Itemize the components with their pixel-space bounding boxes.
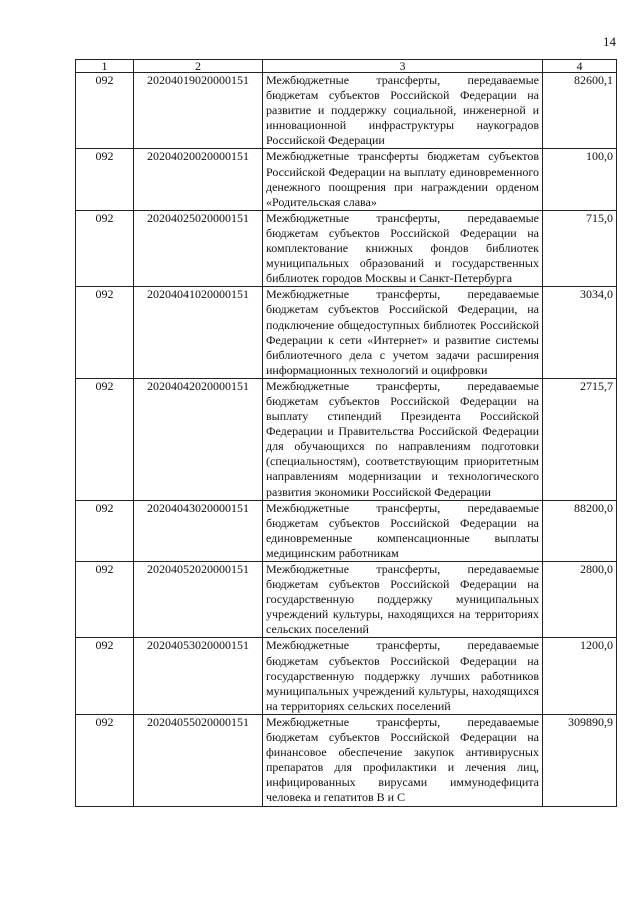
description-cell: Межбюджетные трансферты, передаваемые бюджетам субъектов Российской Федерации на развитие и поддержку социальной, инженерной и инновационной инфраструктуры наукоградов Российской Федерации xyxy=(263,73,543,149)
table-header-row xyxy=(76,60,617,73)
table-row xyxy=(76,714,617,806)
table-row xyxy=(76,638,617,714)
amount-cell: 100,0 xyxy=(543,149,617,210)
table-row xyxy=(76,210,617,286)
amount-cell: 309890,9 xyxy=(543,714,617,806)
admin-code-cell: 092 xyxy=(76,149,134,210)
table-row xyxy=(76,73,617,149)
budget-code-cell: 20204025020000151 xyxy=(134,210,263,286)
description-cell: Межбюджетные трансферты, передаваемые бюджетам субъектов Российской Федерации, на подключение общедоступных библиотек Российской Федерации к сети «Интернет» и развитие системы библиотечного дела с учетом задачи расширения информационных технологий и оцифровки xyxy=(263,287,543,379)
budget-code-cell: 20204020020000151 xyxy=(134,149,263,210)
budget-code-cell: 20204052020000151 xyxy=(134,562,263,638)
table-row xyxy=(76,149,617,210)
admin-code-cell: 092 xyxy=(76,287,134,379)
budget-code-cell: 20204041020000151 xyxy=(134,287,263,379)
description-cell: Межбюджетные трансферты, передаваемые бюджетам субъектов Российской Федерации на комплектование книжных фондов библиотек муниципальных образований и государственных библиотек городов Москвы и Санкт-Петербурга xyxy=(263,210,543,286)
budget-code-cell: 20204053020000151 xyxy=(134,638,263,714)
admin-code-cell: 092 xyxy=(76,210,134,286)
description-cell: Межбюджетные трансферты, передаваемые бюджетам субъектов Российской Федерации на выплату стипендий Президента Российской Федерации и Правительства Российской Федерации для обучающихся по направлениям подготовки (специальностям), соответствующим приоритетным направлениям модернизации и технологического развития экономики Российской Федерации xyxy=(263,378,543,500)
budget-code-cell: 20204019020000151 xyxy=(134,73,263,149)
amount-cell: 715,0 xyxy=(543,210,617,286)
budget-code-cell: 20204043020000151 xyxy=(134,500,263,561)
amount-cell: 2715,7 xyxy=(543,378,617,500)
column-header-4: 4 xyxy=(543,60,617,73)
table-row xyxy=(76,287,617,379)
description-cell: Межбюджетные трансферты, передаваемые бюджетам субъектов Российской Федерации на государственную поддержку муниципальных учреждений культуры, находящихся на территориях сельских поселений xyxy=(263,562,543,638)
table-row xyxy=(76,562,617,638)
column-header-3: 3 xyxy=(263,60,543,73)
description-cell: Межбюджетные трансферты, передаваемые бюджетам субъектов Российской Федерации на финансовое обеспечение закупок антивирусных препаратов для профилактики и лечения лиц, инфицированных вирусами иммунодефицита человека и гепатитов В и С xyxy=(263,714,543,806)
table-row xyxy=(76,500,617,561)
budget-code-cell: 20204042020000151 xyxy=(134,378,263,500)
admin-code-cell: 092 xyxy=(76,638,134,714)
admin-code-cell: 092 xyxy=(76,73,134,149)
table-row xyxy=(76,378,617,500)
admin-code-cell: 092 xyxy=(76,500,134,561)
description-cell: Межбюджетные трансферты, передаваемые бюджетам субъектов Российской Федерации на единовременные компенсационные выплаты медицинским работникам xyxy=(263,500,543,561)
amount-cell: 82600,1 xyxy=(543,73,617,149)
amount-cell: 88200,0 xyxy=(543,500,617,561)
description-cell: Межбюджетные трансферты, передаваемые бюджетам субъектов Российской Федерации на государственную поддержку лучших работников муниципальных учреждений культуры, находящихся на территориях сельских поселений xyxy=(263,638,543,714)
description-cell: Межбюджетные трансферты бюджетам субъектов Российской Федерации на выплату единовременного денежного поощрения при награждении орденом «Родительская слава» xyxy=(263,149,543,210)
admin-code-cell: 092 xyxy=(76,714,134,806)
amount-cell: 2800,0 xyxy=(543,562,617,638)
column-header-2: 2 xyxy=(134,60,263,73)
amount-cell: 3034,0 xyxy=(543,287,617,379)
admin-code-cell: 092 xyxy=(76,562,134,638)
column-header-1: 1 xyxy=(76,60,134,73)
budget-code-cell: 20204055020000151 xyxy=(134,714,263,806)
amount-cell: 1200,0 xyxy=(543,638,617,714)
page-number: 14 xyxy=(603,34,616,49)
budget-table xyxy=(75,59,617,807)
admin-code-cell: 092 xyxy=(76,378,134,500)
